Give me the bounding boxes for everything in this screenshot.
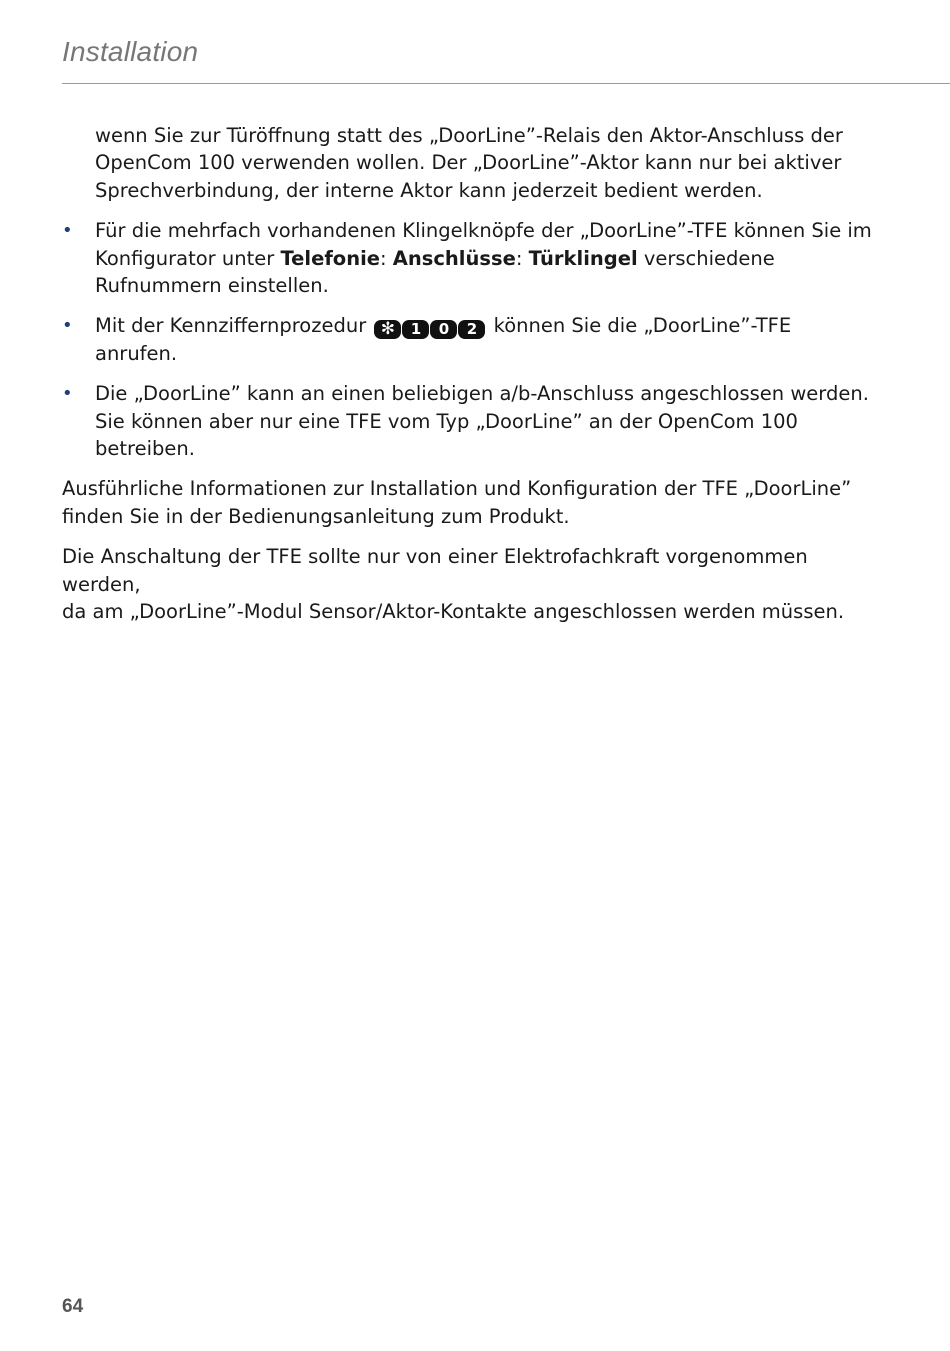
info-paragraph: [62, 475, 874, 530]
bullet-item-kennziffer: [62, 312, 874, 367]
menu-path-separator: :: [380, 246, 393, 270]
bullet-item-klingelknoepfe: [62, 217, 874, 299]
text-line: da am „DoorLine”-Modul Sensor/Aktor-Kontakte angeschlossen werden müssen.: [62, 600, 845, 624]
bullet-text: Für die mehrfach vorhandenen Klingelknöpfe der „DoorLine”-TFE können Sie im Konfigurator unter: [95, 219, 872, 270]
text-line: Die Anschaltung der TFE sollte nur von einer Elektrofachkraft vorgenommen werden,: [62, 545, 808, 596]
text-line: wenn Sie zur Türöffnung statt des „DoorLine”-Relais den Aktor-Anschluss der: [95, 124, 843, 147]
bullet-text: können Sie die „DoorLine”-TFE anrufen.: [95, 314, 792, 365]
keypad-sequence: [374, 320, 485, 339]
text-line: Sprechverbindung, der interne Aktor kann jederzeit bedient werden.: [95, 178, 763, 202]
digit-key-icon: 1: [402, 320, 429, 339]
text-line: finden Sie in der Bedienungsanleitung zum Produkt.: [62, 504, 570, 528]
electrician-paragraph: [62, 543, 874, 625]
menu-path-tuerklingel: Türklingel: [528, 246, 638, 270]
header-divider: [62, 83, 950, 84]
page-content: [62, 122, 874, 639]
bullet-text: verschiedene Rufnummern einstellen.: [95, 246, 775, 298]
menu-path-telefonie: Telefonie: [280, 246, 380, 270]
text-line: Ausführliche Informationen zur Installation und Konfiguration der TFE „DoorLine”: [62, 477, 852, 501]
text-line: OpenCom 100 verwenden wollen. Der „DoorLine”-Aktor kann nur bei aktiver: [95, 151, 842, 175]
menu-path-separator: :: [515, 246, 529, 270]
text-line: Die „DoorLine” kann an einen beliebigen a/b-Anschluss angeschlossen werden.: [95, 382, 869, 406]
page-number: 64: [62, 1296, 84, 1317]
bullet-icon: •: [62, 383, 73, 405]
menu-path-anschluesse: Anschlüsse: [392, 246, 516, 270]
bullet-icon: •: [62, 220, 73, 242]
digit-key-icon: 2: [458, 320, 485, 339]
page-header-title: Installation: [62, 36, 199, 67]
bullet-text: Mit der Kennziffernprozedur: [95, 314, 373, 338]
bullet-item-ab-anschluss: [62, 380, 874, 462]
star-key-icon: ✻: [374, 320, 401, 339]
continuation-paragraph: [62, 122, 874, 204]
bullet-icon: •: [62, 315, 73, 337]
digit-key-icon: 0: [430, 320, 457, 339]
text-line: Sie können aber nur eine TFE vom Typ „DoorLine” an der OpenCom 100 betreiben.: [95, 409, 798, 461]
